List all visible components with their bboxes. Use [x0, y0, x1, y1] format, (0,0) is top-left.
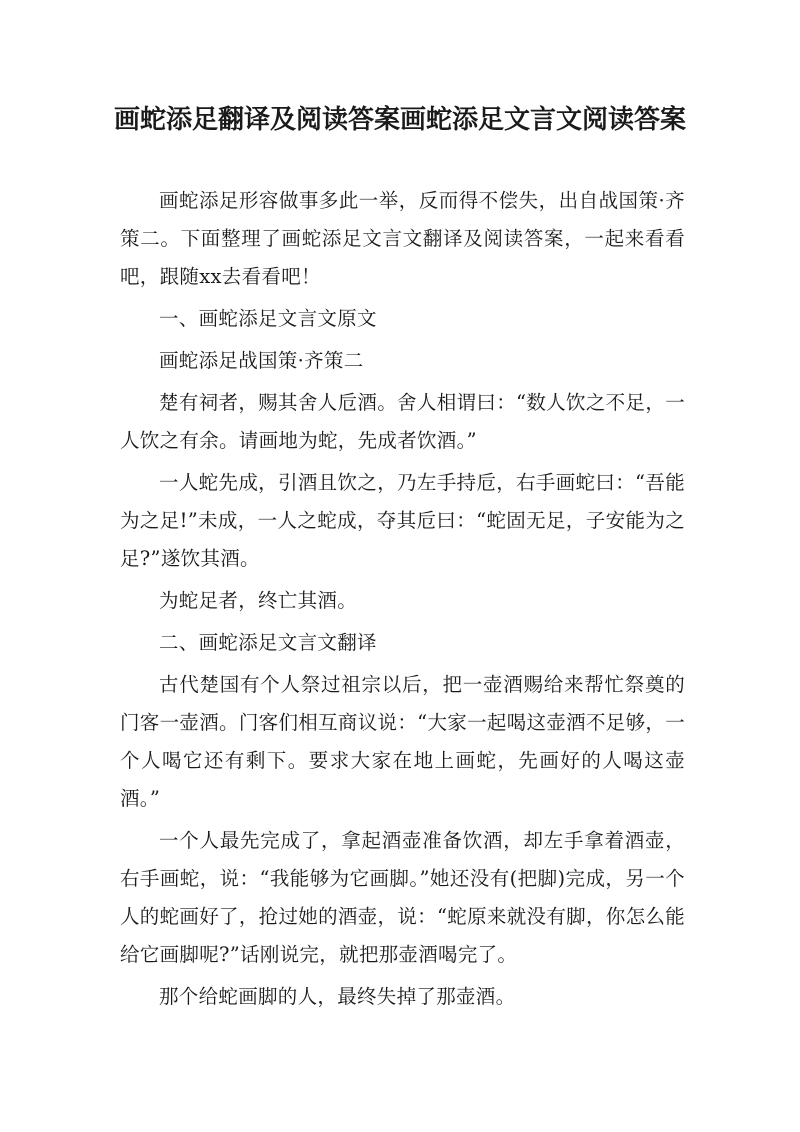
intro-paragraph: 画蛇添足形容做事多此一举，反而得不偿失，出自战国策·齐策二。下面整理了画蛇添足文言文翻译及阅读答案，一起来看看吧，跟随xx去看看吧！: [120, 189, 685, 288]
page-title: 画蛇添足翻译及阅读答案画蛇添足文言文阅读答案: [113, 105, 686, 135]
source-line: 画蛇添足战国策·齐策二: [159, 349, 364, 372]
document-body: [120, 182, 685, 1016]
translation-paragraph-1: 古代楚国有个人祭过祖宗以后，把一壶酒赐给来帮忙祭奠的门客一壶酒。门客们相互商议说：“大家一起喝这壶酒不足够，一个人喝它还有剩下。要求大家在地上画蛇，先画好的人喝这壶酒。”: [120, 673, 685, 810]
original-paragraph-3: 为蛇足者，终亡其酒。: [159, 589, 358, 612]
original-paragraph-2: 一人蛇先成，引酒且饮之，乃左手持卮，右手画蛇曰：“吾能为之足!”未成，一人之蛇成，夺其卮曰：“蛇固无足，子安能为之足?”遂饮其酒。: [120, 471, 685, 570]
section-heading-translation: 二、画蛇添足文言文翻译: [159, 631, 377, 654]
original-paragraph-1: 楚有祠者，赐其舍人卮酒。舍人相谓曰：“数人饮之不足，一人饮之有余。请画地为蛇，先成者饮酒。”: [120, 391, 685, 452]
translation-paragraph-3: 那个给蛇画脚的人，最终失掉了那壶酒。: [159, 985, 516, 1008]
section-heading-original: 一、画蛇添足文言文原文: [159, 307, 377, 330]
translation-paragraph-2: 一个人最先完成了，拿起酒壶准备饮酒，却左手拿着酒壶，右手画蛇，说：“我能够为它画脚。”她还没有(把脚)完成，另一个人的蛇画好了，抢过她的酒壶，说：“蛇原来就没有脚，你怎么能给它画脚呢?”话刚说完，就把那壶酒喝完了。: [120, 829, 685, 966]
